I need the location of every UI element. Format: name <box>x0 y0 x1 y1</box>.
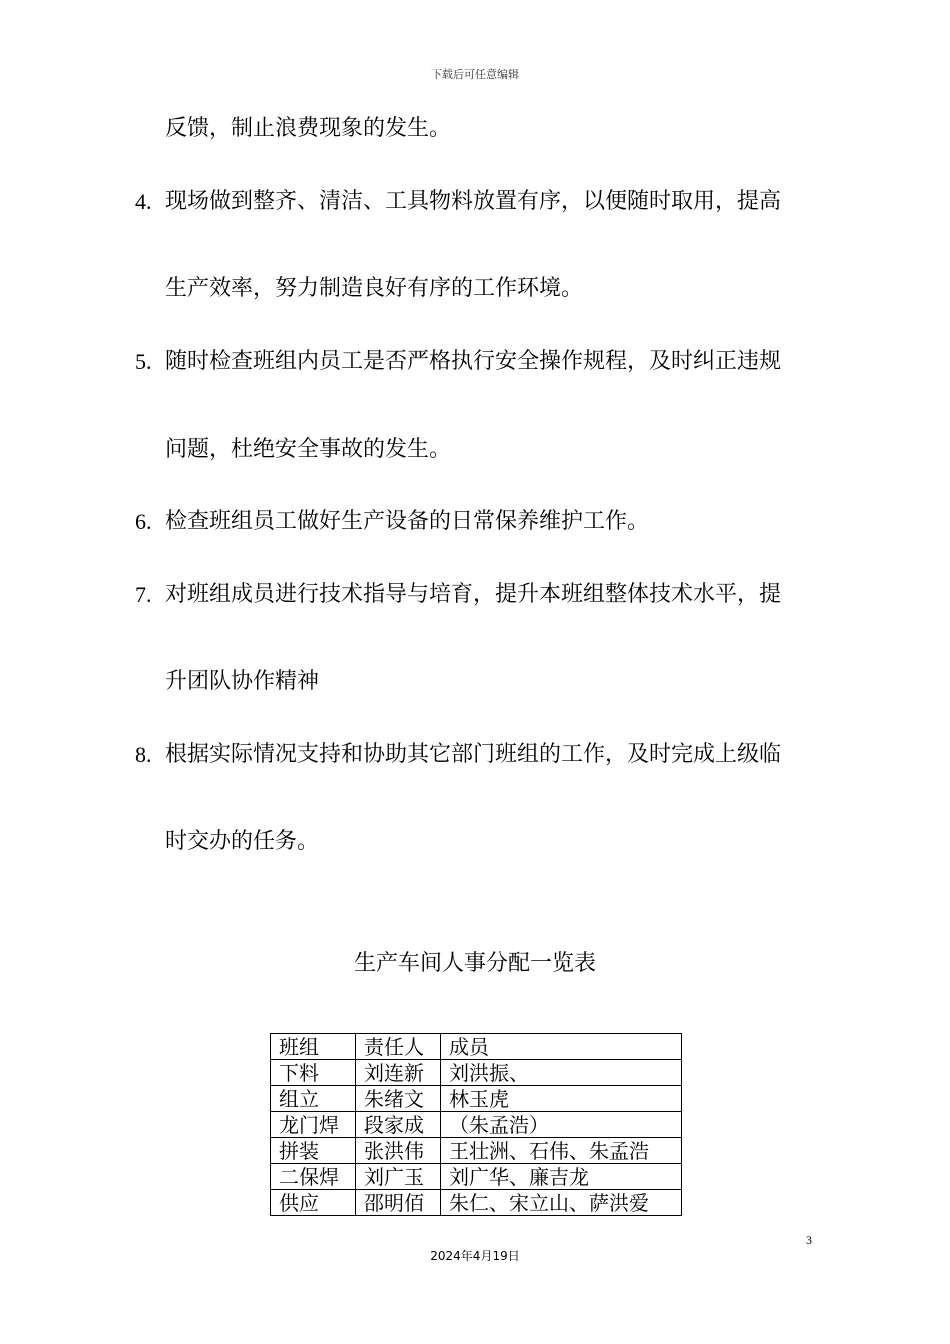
continuation-text: 反馈，制止浪费现象的发生。 <box>165 116 452 141</box>
list-number: 4. <box>135 189 152 214</box>
table-cell-members: 刘洪振、 <box>441 1060 682 1086</box>
table-header-cell: 成员 <box>441 1034 682 1060</box>
table-cell-leader: 刘广玉 <box>356 1164 441 1190</box>
list-text: 现场做到整齐、清洁、工具物料放置有序，以便随时取用，提高 <box>165 189 782 214</box>
table-title: 生产车间人事分配一览表 <box>353 951 596 976</box>
table-cell-team: 下料 <box>271 1060 356 1086</box>
table-cell-leader: 张洪伟 <box>356 1138 441 1164</box>
table-cell-leader: 刘连新 <box>356 1060 441 1086</box>
table-header-row <box>271 1034 682 1060</box>
list-number: 8. <box>135 742 152 767</box>
list-text: 对班组成员进行技术指导与培育，提升本班组整体技术水平，提 <box>165 582 782 607</box>
list-text: 时交办的任务。 <box>165 829 320 854</box>
list-text: 检查班组员工做好生产设备的日常保养维护工作。 <box>165 509 650 534</box>
list-text: 升团队协作精神 <box>165 669 320 694</box>
table-row <box>271 1164 682 1190</box>
table-row <box>271 1190 682 1216</box>
table-cell-team: 龙门焊 <box>271 1112 356 1138</box>
table-cell-leader: 段家成 <box>356 1112 441 1138</box>
table-header-cell: 班组 <box>271 1034 356 1060</box>
list-number: 5. <box>135 349 152 374</box>
page-footer-date: 2024年4月19日 <box>430 1249 520 1263</box>
table-cell-leader: 邵明佰 <box>356 1190 441 1216</box>
table-cell-leader: 朱绪文 <box>356 1086 441 1112</box>
table-cell-members: 刘广华、廉吉龙 <box>441 1164 682 1190</box>
list-number: 6. <box>135 509 152 534</box>
table-cell-team: 拼装 <box>271 1138 356 1164</box>
list-text: 随时检查班组内员工是否严格执行安全操作规程，及时纠正违规 <box>165 349 782 374</box>
table-row <box>271 1060 682 1086</box>
table-cell-members: 林玉虎 <box>441 1086 682 1112</box>
table-cell-members: （朱孟浩） <box>441 1112 682 1138</box>
table-row <box>271 1112 682 1138</box>
table-row <box>271 1138 682 1164</box>
table-cell-members: 王壮洲、石伟、朱孟浩 <box>441 1138 682 1164</box>
list-number: 7. <box>135 582 152 607</box>
page-number: 3 <box>806 1233 812 1247</box>
list-text: 生产效率，努力制造良好有序的工作环境。 <box>165 276 584 301</box>
list-text: 问题，杜绝安全事故的发生。 <box>165 437 452 462</box>
page-header: 下载后可任意编辑 <box>431 68 519 81</box>
table-cell-team: 二保焊 <box>271 1164 356 1190</box>
table-cell-members: 朱仁、宋立山、萨洪爱 <box>441 1190 682 1216</box>
table-cell-team: 供应 <box>271 1190 356 1216</box>
table-cell-team: 组立 <box>271 1086 356 1112</box>
list-text: 根据实际情况支持和协助其它部门班组的工作，及时完成上级临 <box>165 742 782 767</box>
table-header-cell: 责任人 <box>356 1034 441 1060</box>
staff-assignment-table <box>270 1033 682 1216</box>
table-row <box>271 1086 682 1112</box>
